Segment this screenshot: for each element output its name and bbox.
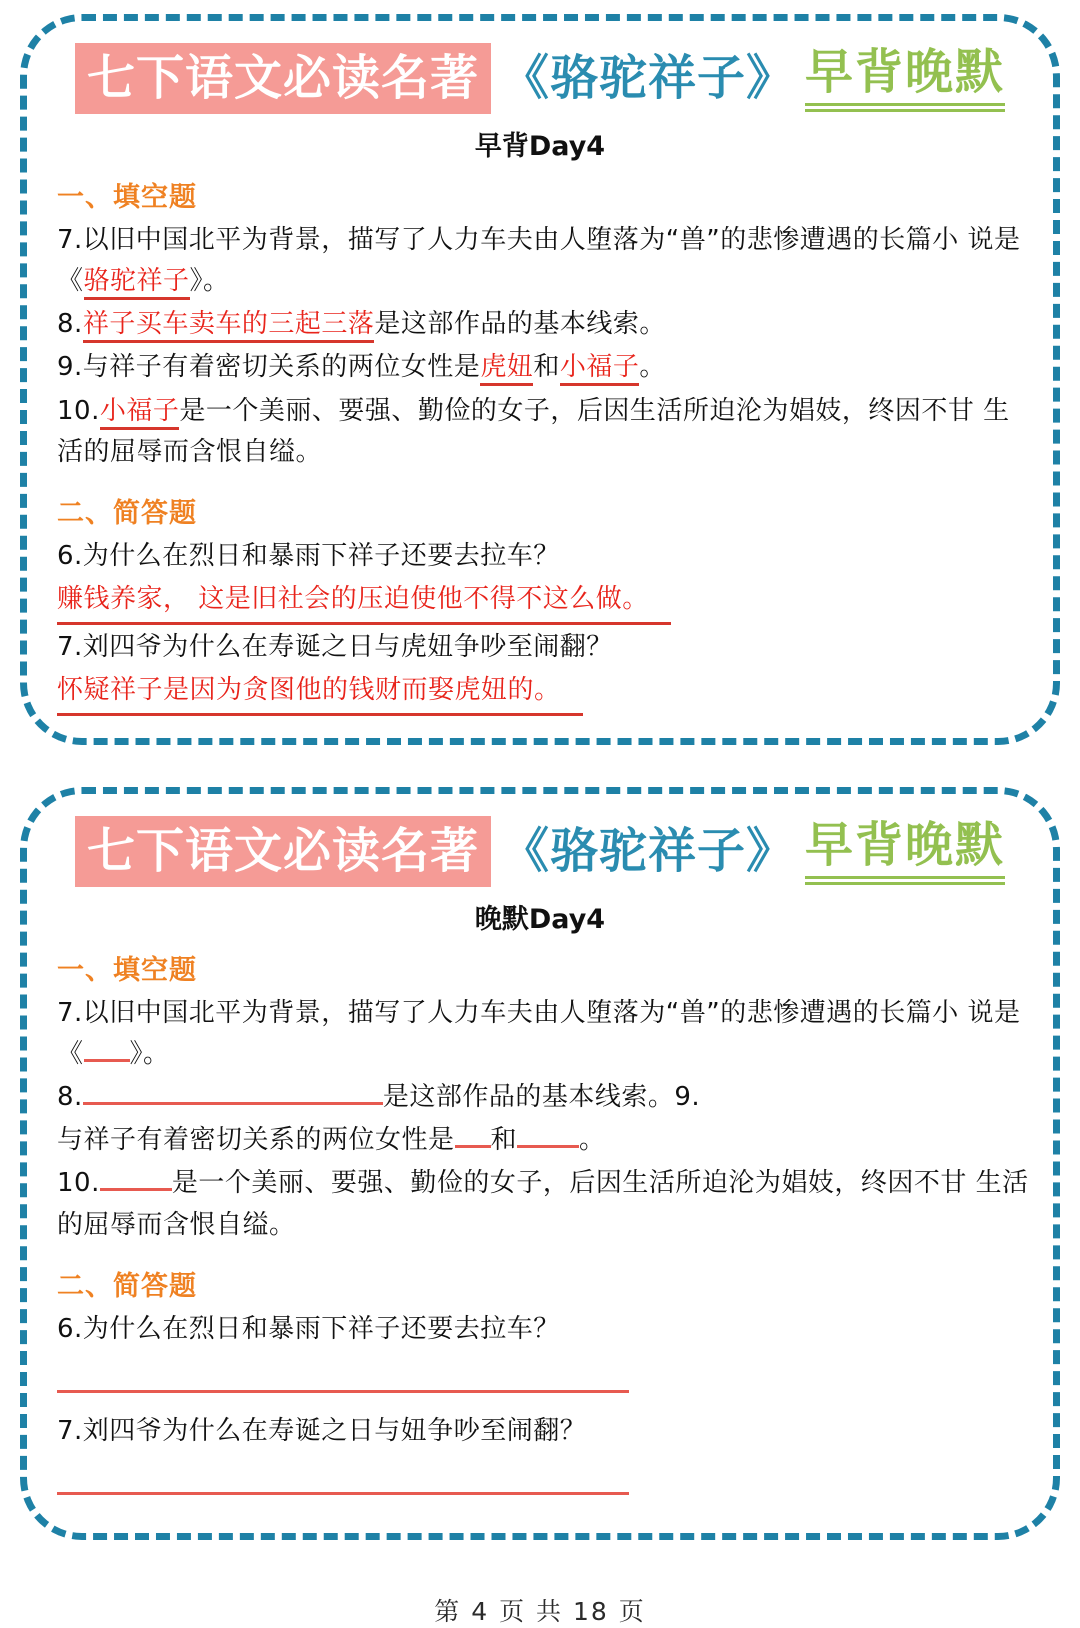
short-answer-section-header: 二、简答题 (57, 1270, 197, 1302)
short-answer-6 (57, 579, 1029, 625)
question-text: 和 (533, 352, 560, 383)
title-suffix: 早背晚默 (805, 45, 1005, 112)
question-text: 10. (57, 395, 100, 426)
fill-question-10 (57, 1163, 1029, 1245)
fill-question-7 (57, 993, 1029, 1075)
question-text: 8. (57, 309, 83, 340)
panel-title (51, 816, 1029, 887)
fill-question-8 (57, 304, 1029, 345)
answer-text: 小福子 (100, 396, 180, 430)
answer-text: 虎妞 (480, 352, 533, 386)
question-text: 是一个美丽、要强、勤俭的女子，后因生活所迫沦为娼妓，终因不甘 生活的屈辱而含恨自缢。 (57, 1168, 1029, 1240)
title-book-name: 《骆驼祥子》 (500, 822, 795, 879)
title-highlight: 七下语文必读名著 (75, 43, 491, 114)
question-text: 。 (639, 352, 666, 383)
fill-question-9 (57, 1120, 1029, 1161)
question-text: 与祥子有着密切关系的两位女性是 (57, 1125, 455, 1156)
question-text: 是这部作品的基本线索。 (374, 309, 666, 340)
answer-blank (455, 1121, 491, 1148)
question-text: 8. (57, 1082, 83, 1113)
answer-write-line (57, 1492, 629, 1495)
answer-blank (83, 1078, 383, 1105)
answer-text: 祥子买车卖车的三起三落 (83, 309, 375, 343)
morning-recite-panel (20, 14, 1060, 745)
fill-question-10 (57, 391, 1029, 473)
fill-question-9 (57, 347, 1029, 388)
answer-text: 小福子 (560, 352, 640, 386)
question-text: 》。 (129, 1039, 170, 1070)
question-text: 7.以旧中国北平为背景，描写了人力车夫由人堕落为“兽”的悲惨遭遇的长篇小 说是《 (57, 225, 1021, 297)
short-question-7: 7.刘四爷为什么在寿诞之日与妞争吵至闹翻？ (57, 1415, 587, 1446)
answer-text: 赚钱养家， 这是旧社会的压迫使他不得不这么做。 (57, 579, 671, 625)
question-text: 是一个美丽、要强、勤俭的女子，后因生活所迫沦为娼妓，终因不甘 生活的屈辱而含恨自缢。 (57, 395, 1010, 467)
title-book-name: 《骆驼祥子》 (500, 50, 795, 106)
evening-dictation-panel (20, 787, 1060, 1540)
question-text: 》。 (189, 266, 230, 297)
question-text: 和 (490, 1125, 518, 1156)
answer-text: 怀疑祥子是因为贪图他的钱财而娶虎妞的。 (57, 670, 583, 716)
short-question-6: 6.为什么在烈日和暴雨下祥子还要去拉车？ (57, 1313, 560, 1344)
short-question-6: 6.为什么在烈日和暴雨下祥子还要去拉车？ (57, 540, 560, 571)
answer-write-line (57, 1390, 629, 1393)
question-text: 7.以旧中国北平为背景，描写了人力车夫由人堕落为“兽”的悲惨遭遇的长篇小 说是《 (57, 998, 1021, 1070)
answer-blank (517, 1121, 579, 1148)
panel-title (51, 43, 1029, 114)
answer-text: 骆驼祥子 (84, 266, 190, 300)
title-highlight: 七下语文必读名著 (75, 816, 491, 887)
short-question-7: 7.刘四爷为什么在寿诞之日与虎妞争吵至闹翻？ (57, 631, 613, 662)
panel-subtitle-evening: 晚默Day4 (474, 904, 606, 936)
question-text: 10. (57, 1168, 100, 1199)
question-text: 。 (579, 1125, 606, 1156)
fill-question-7 (57, 220, 1029, 302)
answer-blank (84, 1035, 130, 1062)
short-answer-7 (57, 670, 1029, 716)
fill-in-section-header: 一、填空题 (57, 955, 197, 987)
answer-blank (100, 1164, 172, 1191)
page-number-indicator: 第 4 页 共 18 页 (434, 1596, 646, 1626)
fill-in-section-header: 一、填空题 (57, 182, 197, 214)
fill-question-8 (57, 1077, 1029, 1118)
panel-subtitle-morning: 早背Day4 (474, 131, 606, 163)
question-text: 9.与祥子有着密切关系的两位女性是 (57, 352, 481, 383)
short-answer-section-header: 二、简答题 (57, 497, 197, 529)
question-text: 是这部作品的基本线索。9. (382, 1082, 701, 1113)
title-suffix: 早背晚默 (805, 818, 1005, 885)
